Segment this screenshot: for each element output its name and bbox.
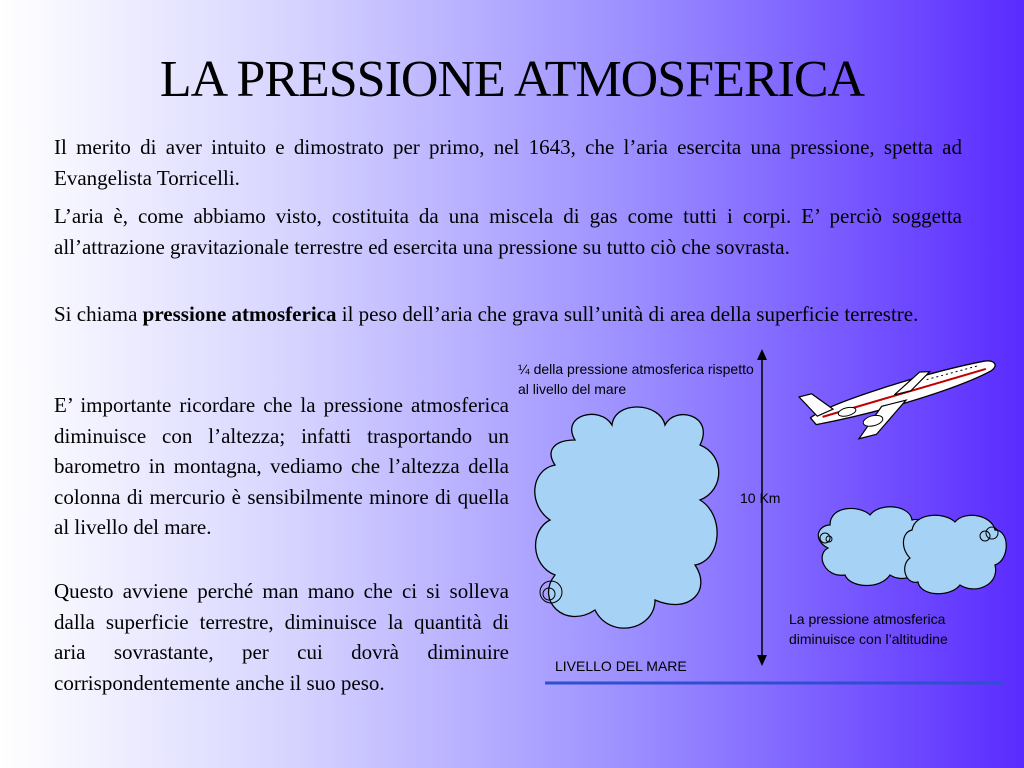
definition-term: pressione atmosferica (142, 302, 337, 326)
sea-level-label: LIVELLO DEL MARE (555, 658, 687, 674)
page-title: LA PRESSIONE ATMOSFERICA (159, 51, 865, 108)
paragraph-explanation: Questo avviene perché man mano che ci si solleva dalla superficie terrestre, diminuisce la quantità di aria sovrastante, per cui dovrà diminuire corrispondentemente anche il suo peso. (54, 579, 509, 695)
definition-rest: il peso dell’aria che grava sull’unità di area della superficie terrestre. (336, 302, 919, 326)
pressure-decrease-label: La pressione atmosferica diminuisce con l’altitudine (789, 611, 948, 647)
paragraph-torricelli: Il merito di aver intuito e dimostrato per primo, nel 1643, che l’aria esercita una pressione, spetta ad Evangelista Torricelli. (54, 135, 962, 190)
height-label: 10 Km (740, 490, 781, 506)
paragraph-air-composition: L’aria è, come abbiamo visto, costituita da una miscela di gas come tutti i corpi. E’ perciò soggetta all’attrazione gravitazionale terrestre ed esercita una pressione su tutto ciò che sovrasta. (54, 204, 962, 259)
airplane-icon (799, 349, 1004, 450)
definition-lead: Si chiama (54, 302, 143, 326)
paragraph-altitude-effect: E’ importante ricordare che la pressione atmosferica diminuisce con l’altezza; infatti trasportando un barometro in montagna, vediamo che l’altezza della colonna di mercurio è sensibilmente minore di quella al livello del mare. (54, 393, 509, 539)
quarter-pressure-label: ¼ della pressione atmosferica rispetto al livello del mare (518, 361, 754, 397)
tall-cloud-icon (535, 407, 719, 628)
small-cloud-icon (818, 507, 1006, 594)
